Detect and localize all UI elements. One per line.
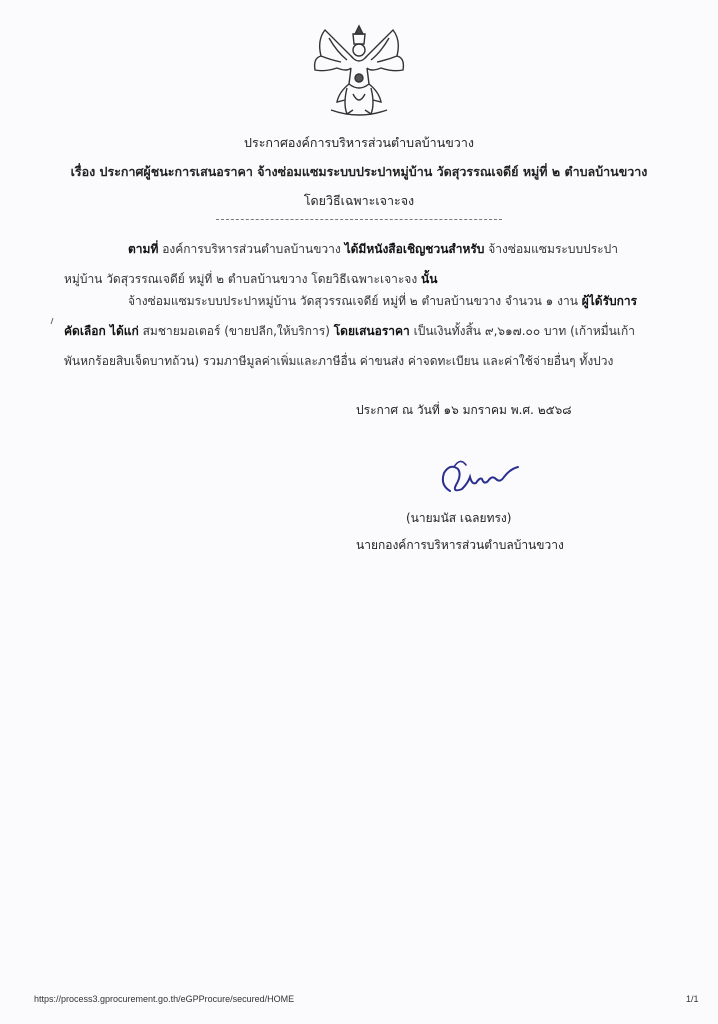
subject-text: ประกาศผู้ชนะการเสนอราคา จ้างซ่อมแซมระบบประปาหมู่บ้าน วัดสุวรรณเจดีย์ หมู่ที่ ๒ ตำบลบ้านขวาง [99,164,648,179]
p1-line2: หมู่บ้าน วัดสุวรรณเจดีย์ หมู่ที่ ๒ ตำบลบ้านขวาง โดยวิธีเฉพาะเจาะจง [64,272,418,286]
scan-mark [50,318,54,324]
subject-label: เรื่อง [70,164,96,179]
p1-org: องค์การบริหารส่วนตำบลบ้านขวาง [162,242,341,256]
announcement-date: ประกาศ ณ วันที่ ๑๖ มกราคม พ.ศ. ๒๕๖๘ [356,403,572,417]
p2-line1: จ้างซ่อมแซมระบบประปาหมู่บ้าน วัดสุวรรณเจดีย์ หมู่ที่ ๒ ตำบลบ้านขวาง จำนวน ๑ งาน [128,294,578,308]
paragraph-2-line-1 [128,292,637,311]
p1-label: ตามที่ [128,242,159,256]
paragraph-2-line-3 [64,352,613,371]
org-title: ประกาศองค์การบริหารส่วนตำบลบ้านขวาง [244,135,474,150]
p2-line2-label: คัดเลือก ได้แก่ [64,324,139,338]
p2-amount: ๙,๖๑๗.๐๐ บาท [484,324,567,338]
p2-tail: รวมภาษีมูลค่าเพิ่มและภาษีอื่น ค่าขนส่ง ค่าจดทะเบียน และค่าใช้จ่ายอื่นๆ ทั้งปวง [202,354,614,368]
signer-position: นายกองค์การบริหารส่วนตำบลบ้านขวาง [356,538,564,552]
paragraph-2-line-2 [64,322,635,341]
p2-amount-words-a: (เก้าหมื่นเก้า [570,324,635,338]
footer-page-number: 1/1 [686,994,699,1004]
p2-amount-words-b: พันหกร้อยสิบเจ็ดบาทถ้วน) [64,354,199,368]
p2-offer-label: โดยเสนอราคา [333,324,410,338]
paragraph-1-line-2 [64,270,437,289]
subject-line [0,162,718,182]
p1-rest: จ้างซ่อมแซมระบบประปา [488,242,618,256]
paragraph-1-line-1 [128,240,618,259]
p1-mid: ได้มีหนังสือเชิญชวนสำหรับ [344,242,485,256]
p2-total-label: เป็นเงินทั้งสิ้น [413,324,481,338]
signature-icon [432,455,522,501]
garuda-emblem-icon [307,22,411,122]
procurement-method: โดยวิธีเฉพาะเจาะจง [303,193,415,208]
p2-winner-label: ผู้ได้รับการ [581,294,638,308]
p1-end: นั้น [421,272,438,286]
dashed-divider [216,219,502,220]
footer-url: https://process3.gprocurement.go.th/eGPProcure/secured/HOME [34,994,295,1004]
signer-name: (นายมนัส เฉลยทรง) [406,511,512,525]
p2-winner: สมชายมอเตอร์ (ขายปลีก,ให้บริการ) [142,324,330,338]
